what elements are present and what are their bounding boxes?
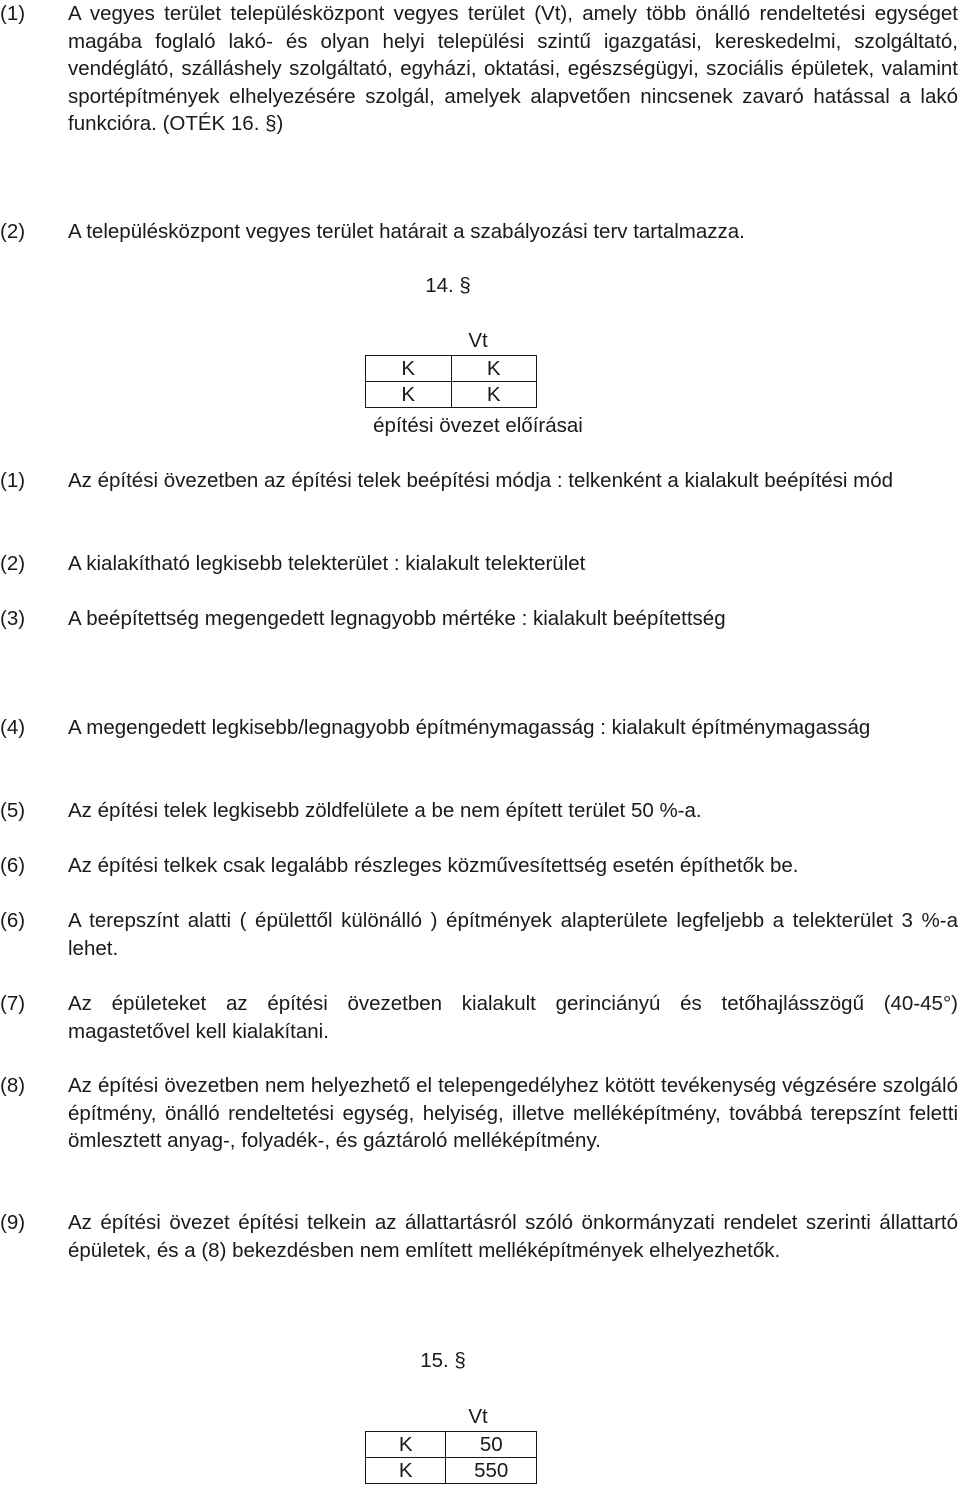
- paragraph-number: (4): [0, 716, 26, 739]
- paragraph-text: Az építési övezetben nem helyezhető el telepengedélyhez kötött tevékenység végzésére szolgáló építmény, önálló rendeltetési egység, helyiség, illetve melléképítmény, továbbá terepszínt feletti ömlesztett anyag-, folyadék-, és gáztároló melléképítmény.: [68, 1074, 958, 1152]
- paragraph-b-9: [0, 1072, 958, 1155]
- zone-table-cell: K: [451, 382, 537, 408]
- zone-table-cell: K: [366, 356, 452, 382]
- paragraph-text: Az építési övezet építési telkein az állattartásról szóló önkormányzati rendelet szerinti állattartó épületek, és a (8) bekezdésben nem említett melléképítmények elhelyezhetők.: [68, 1211, 958, 1262]
- paragraph-text: A beépítettség megengedett legnagyobb mértéke : kialakult beépítettség: [68, 607, 726, 630]
- paragraph-text: A kialakítható legkisebb telekterület : kialakult telekterület: [68, 552, 586, 575]
- paragraph-b-3: [0, 605, 958, 633]
- paragraph-number: (7): [0, 992, 26, 1015]
- zone-table-row: [366, 356, 537, 382]
- zone-table-row: [366, 1458, 537, 1484]
- paragraph-b-1: [0, 467, 958, 495]
- zone-table-cell: K: [366, 382, 452, 408]
- zone-table-cell: K: [366, 1458, 446, 1484]
- paragraph-number: (5): [0, 799, 26, 822]
- section-15-zone-table: [365, 1431, 537, 1484]
- section-15-zone-code: Vt: [468, 1405, 488, 1428]
- paragraph-text: Az építési övezetben az építési telek beépítési módja : telkenként a kialakult beépítési mód: [68, 469, 894, 492]
- section-14-zone-code: Vt: [468, 329, 488, 352]
- section-14-heading: 14. §: [425, 274, 471, 297]
- paragraph-b-4: [0, 714, 958, 742]
- zone-table-cell: 50: [446, 1432, 537, 1458]
- paragraph-b-10: [0, 1209, 958, 1264]
- paragraph-text: A terepszínt alatti ( épülettől különálló ) építmények alapterülete legfeljebb a telekterület 3 %-a lehet.: [68, 909, 958, 960]
- zone-table-cell: K: [366, 1432, 446, 1458]
- zone-table-row: [366, 1432, 537, 1458]
- paragraph-number: (9): [0, 1211, 26, 1234]
- paragraph-number: (6): [0, 909, 26, 932]
- paragraph-b-2: [0, 550, 958, 578]
- paragraph-number: (1): [0, 469, 26, 492]
- section-14-caption: építési övezet előírásai: [373, 414, 583, 437]
- paragraph-a-1: [0, 0, 958, 138]
- paragraph-number: (1): [0, 2, 26, 25]
- section-14-zone-table: [365, 355, 537, 408]
- paragraph-text: Az épületeket az építési övezetben kialakult gerinciányú és tetőhajlásszögű (40-45°) magastetővel kell kialakítani.: [68, 992, 958, 1043]
- paragraph-number: (3): [0, 607, 26, 630]
- paragraph-number: (8): [0, 1074, 26, 1097]
- paragraph-b-5: [0, 797, 958, 825]
- paragraph-number: (2): [0, 220, 26, 243]
- paragraph-text: Az építési telkek csak legalább részleges közművesítettség esetén építhetők be.: [68, 854, 799, 877]
- paragraph-a-2: [0, 218, 958, 246]
- zone-table-row: [366, 382, 537, 408]
- paragraph-text: A vegyes terület településközpont vegyes terület (Vt), amely több önálló rendeltetési egységet magába foglaló lakó- és olyan helyi települési szintű igazgatási, kereskedelmi, szolgáltató, vendéglátó, szálláshely szolgáltató, egyházi, oktatási, egészségügyi, szociális épületek, valamint sportépítmények elhelyezésére szolgál, amelyek alapvetően nincsenek zavaró hatással a lakó funkcióra. (OTÉK 16. §): [68, 2, 958, 135]
- paragraph-number: (6): [0, 854, 26, 877]
- paragraph-b-8: [0, 990, 958, 1045]
- paragraph-text: Az építési telek legkisebb zöldfelülete a be nem épített terület 50 %-a.: [68, 799, 702, 822]
- paragraph-text: A megengedett legkisebb/legnagyobb építménymagasság : kialakult építménymagasság: [68, 716, 871, 739]
- section-15-heading: 15. §: [420, 1349, 466, 1372]
- paragraph-b-7: [0, 907, 958, 962]
- zone-table-cell: 550: [446, 1458, 537, 1484]
- paragraph-b-6: [0, 852, 958, 880]
- zone-table-cell: K: [451, 356, 537, 382]
- paragraph-text: A településközpont vegyes terület határait a szabályozási terv tartalmazza.: [68, 220, 745, 243]
- paragraph-number: (2): [0, 552, 26, 575]
